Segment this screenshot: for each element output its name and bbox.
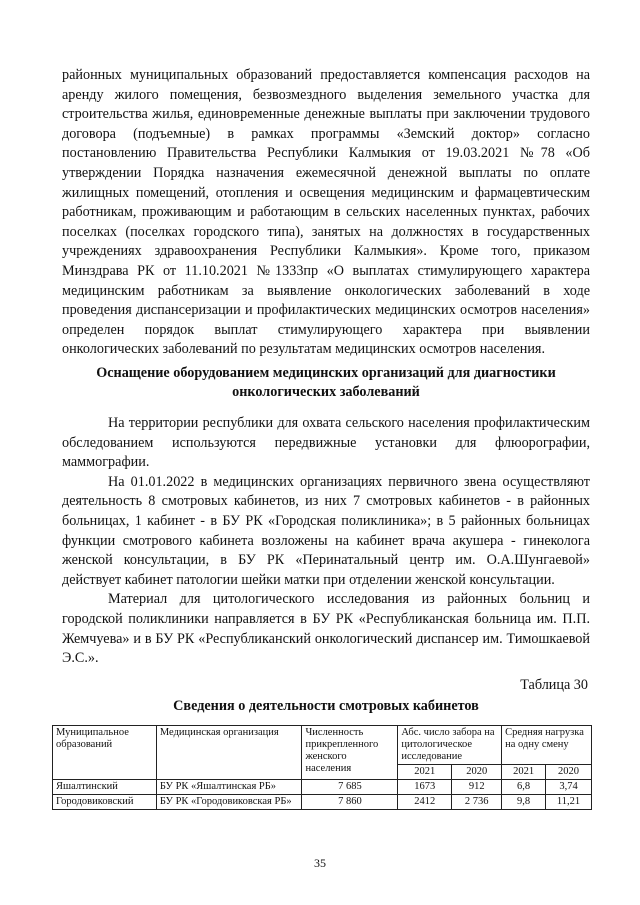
table-row (53, 795, 592, 810)
header-year: 2020 (546, 765, 592, 780)
header-population: Численность прикрепленного женского населения (302, 726, 398, 780)
cell-organization: БУ РК «Яшалтинская РБ» (156, 780, 302, 795)
cell-municipality: Городовиковский (53, 795, 157, 810)
cell-load-2020: 3,74 (546, 780, 592, 795)
cell-abs-2021: 2412 (398, 795, 452, 810)
table-header-row (53, 726, 592, 765)
header-year: 2021 (398, 765, 452, 780)
page-number: 35 (314, 856, 326, 870)
screening-rooms-table (52, 725, 592, 810)
intro-paragraph: районных муниципальных образований предоставляется компенсация расходов на аренду жилого помещения, безвозмездного выделения земельного участка для строительства жилья, единовременные денежные выплаты при заключении трудового договора (подъемные) в рамках программы «Земский доктор» согласно постановлению Правительства Республики Калмыкия от 19.03.2021 №78 «Об утверждении Порядка назначения ежемесячной денежной выплаты по оплате жилищных помещений, отопления и освещения медицинским и фармацевтическим работникам, проживающим и работающим в сельских населенных пунктах, рабочих поселках (поселках городского типа), занятых на должностях в государственных учреждениях здравоохранения Республики Калмыкия». Кроме того, приказом Минздрава РК от 11.10.2021 №1333пр «О выплатах стимулирующего характера медицинским работникам за выявление онкологических заболеваний в ходе проведения диспансеризации и профилактических медицинских осмотров населения» определен порядок выплат стимулирующего характера при выявлении онкологических заболеваний по результатам медицинских осмотров населения. (62, 67, 590, 358)
intro-text (62, 66, 590, 360)
header-organization: Медицинская организация (156, 726, 302, 780)
table-label: Таблица 30 (520, 677, 588, 693)
header-avg-load: Средняя нагрузка на одну смену (502, 726, 592, 765)
header-year: 2021 (502, 765, 546, 780)
cell-municipality: Яшалтинский (53, 780, 157, 795)
table-row (53, 780, 592, 795)
table-title: Сведения о деятельности смотровых кабинетов (173, 698, 479, 714)
cell-population: 7 860 (302, 795, 398, 810)
body-paragraph: Материал для цитологического исследования из районных больниц и городской поликлиники направляется в БУ РК «Республиканская больница им. П.П. Жемчуева» и в БУ РК «Республиканский онкологический диспансер им. Тимошкаевой Э.С.». (62, 591, 590, 667)
body-text (62, 414, 590, 669)
body-paragraph: На территории республики для охвата сельского населения профилактическим обследованием используются передвижные установки для флюорографии, маммографии. (62, 415, 590, 471)
body-paragraph: На 01.01.2022 в медицинских организациях первичного звена осуществляют деятельность 8 смотровых кабинетов, из них 7 смотровых кабинетов - в районных больницах, 1 кабинет - в БУ РК «Городская поликлиника»; в 5 районных больницах функции смотрового кабинета возложены на кабинет врача акушера - гинеколога женской консультации, в БУ РК «Перинатальный центр им. О.А.Шунгаевой» действует кабинет патологии шейки матки при отделении женской консультации. (62, 473, 590, 588)
cell-abs-2020: 912 (452, 780, 502, 795)
cell-load-2021: 6,8 (502, 780, 546, 795)
header-municipality: Муниципальное образований (53, 726, 157, 780)
cell-abs-2021: 1673 (398, 780, 452, 795)
cell-population: 7 685 (302, 780, 398, 795)
cell-load-2020: 11,21 (546, 795, 592, 810)
cell-organization: БУ РК «Городовиковская РБ» (156, 795, 302, 810)
cell-abs-2020: 2 736 (452, 795, 502, 810)
section-heading: Оснащение оборудованием медицинских организаций для диагностики онкологических заболеваний (96, 365, 556, 400)
header-year: 2020 (452, 765, 502, 780)
cell-load-2021: 9,8 (502, 795, 546, 810)
header-abs-count: Абс. число забора на цитологическое исследование (398, 726, 502, 765)
